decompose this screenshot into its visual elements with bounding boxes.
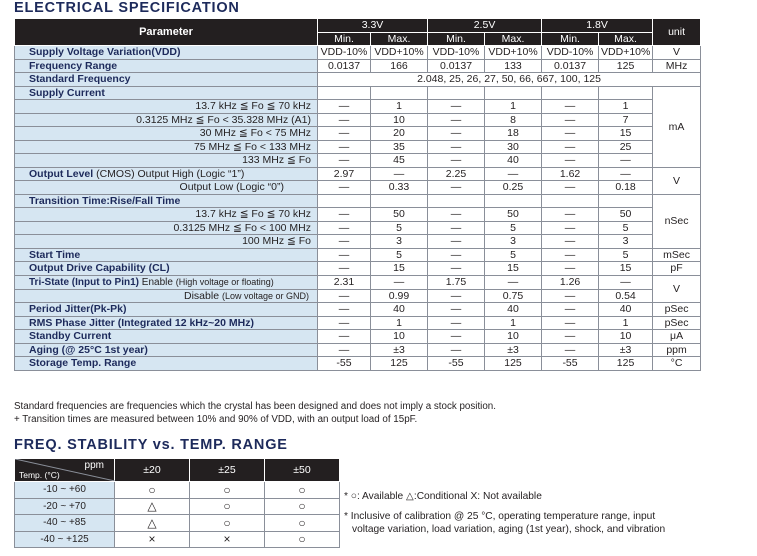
cell: -55 [542,357,599,371]
cell: 133 [485,59,542,73]
sub-label: Disable [184,289,220,302]
tri-state-label: Tri-State (Input to Pin1) [29,276,139,288]
header-max: Max. [371,32,428,46]
cell: — [428,221,485,235]
cell: — [542,262,599,276]
cell: — [318,127,371,141]
cell: — [542,235,599,249]
cell: 15 [599,127,653,141]
cell: — [318,181,371,195]
row-transition-header [15,194,701,208]
row-supply-voltage [15,46,701,60]
cell: 35 [371,140,428,154]
cell: — [599,167,653,181]
cell: — [485,167,542,181]
cell: — [318,316,371,330]
cell: 2.25 [428,167,485,181]
row-label: Standard Frequency [15,73,318,87]
row-rms-jitter [15,316,701,330]
cell: -55 [318,357,371,371]
cell: 25 [599,140,653,154]
footnote-standard-frequencies: Standard frequencies are frequencies which the crystal has been designed and does not imply a stock position. [14,401,496,412]
cell: VDD+10% [371,46,428,60]
header-min: Min. [542,32,599,46]
cell: VDD-10% [542,46,599,60]
cell: — [428,303,485,317]
row-storage-temp [15,357,701,371]
cell: — [542,181,599,195]
cell: — [542,208,599,222]
availability-mark: × [190,531,265,548]
row-standby-current [15,330,701,344]
unit-cell: MHz [653,59,701,73]
cell: — [542,343,599,357]
unit-cell: V [653,167,701,194]
row-output-low [15,181,701,195]
cell: — [318,235,371,249]
row-output-high [15,167,701,181]
temp-range: -40 ~ +85 [15,515,115,532]
cell: — [428,330,485,344]
stability-table [14,458,340,548]
row-label [15,167,318,181]
sub-label: 133 MHz ≦ Fo [15,154,318,168]
cell: 15 [599,262,653,276]
row-supply-current [15,127,701,141]
cell: 0.33 [371,181,428,195]
cell: 5 [371,248,428,262]
stability-row [15,515,340,532]
cell: -55 [428,357,485,371]
cell: ±3 [485,343,542,357]
cell: 15 [371,262,428,276]
sub-note: (High voltage or floating) [175,276,274,287]
row-label: Storage Temp. Range [15,357,318,371]
cell: VDD-10% [428,46,485,60]
row-frequency-range [15,59,701,73]
cell: 0.0137 [542,59,599,73]
row-label: Transition Time:Rise/Fall Time [15,194,318,208]
temp-range: -40 ~ +125 [15,531,115,548]
row-label [15,289,318,303]
row-period-jitter [15,303,701,317]
sub-label: 30 MHz ≦ Fo < 75 MHz [15,127,318,141]
temp-range: -20 ~ +70 [15,498,115,515]
section-title-stability: FREQ. STABILITY vs. TEMP. RANGE [14,437,288,453]
cell: 0.54 [599,289,653,303]
unit-cell: pSec [653,303,701,317]
cell: — [485,275,542,289]
availability-mark: △ [115,515,190,532]
cell: 40 [599,303,653,317]
unit-cell: V [653,46,701,60]
stability-row [15,498,340,515]
header-unit: unit [653,19,701,46]
cell: — [428,208,485,222]
cell: — [318,343,371,357]
row-transition [15,208,701,222]
cell: 0.25 [485,181,542,195]
cell: — [428,127,485,141]
cell: 7 [599,113,653,127]
row-label: RMS Phase Jitter (Integrated 12 kHz~20 MHz) [15,316,318,330]
availability-mark: △ [115,498,190,515]
cell: 18 [485,127,542,141]
cell: 1.26 [542,275,599,289]
cell: 10 [371,330,428,344]
cell: — [318,248,371,262]
unit-cell: pSec [653,316,701,330]
row-label: Period Jitter(Pk-Pk) [15,303,318,317]
cell: — [542,140,599,154]
cell: 50 [485,208,542,222]
cell: 1 [485,100,542,114]
cell: 8 [485,113,542,127]
cell: 1 [371,100,428,114]
header-max: Max. [485,32,542,46]
stability-legend: * ○: Available △:Conditional X: Not available [344,491,542,502]
cell: 1 [599,100,653,114]
cell: 5 [599,248,653,262]
cell: — [371,167,428,181]
availability-mark: ○ [115,482,190,499]
cell: 50 [599,208,653,222]
sub-label: 75 MHz ≦ Fo < 133 MHz [15,140,318,154]
cell: 40 [485,303,542,317]
corner-temp-label: Temp. (°C) [19,470,60,480]
cell: 20 [371,127,428,141]
row-transition [15,235,701,249]
sub-label: Enable [141,276,173,288]
stability-row [15,482,340,499]
output-level-suffix: (CMOS) [96,167,135,180]
cell: — [428,113,485,127]
sub-label: 13.7 kHz ≦ Fo ≦ 70 kHz [15,208,318,222]
cell: 1.62 [542,167,599,181]
sub-label: 0.3125 MHz ≦ Fo < 35.328 MHz (A1) [15,113,318,127]
row-transition [15,221,701,235]
stability-col-header: ±20 [115,459,190,482]
sub-note: (Low voltage or GND) [221,290,309,301]
cell: — [542,303,599,317]
cell: — [428,316,485,330]
availability-mark: × [115,531,190,548]
availability-mark: ○ [265,531,340,548]
cell: 5 [485,248,542,262]
sub-label: Output Low (Logic “0”) [15,181,318,195]
availability-mark: ○ [190,482,265,499]
cell: 5 [599,221,653,235]
cell: 0.18 [599,181,653,195]
sub-label: 13.7 kHz ≦ Fo ≦ 70 kHz [15,100,318,114]
header-min: Min. [428,32,485,46]
cell: 50 [371,208,428,222]
row-label: Supply Voltage Variation(VDD) [15,46,318,60]
cell: 125 [599,357,653,371]
cell: VDD+10% [599,46,653,60]
cell: — [599,275,653,289]
cell: — [428,248,485,262]
cell: 0.75 [485,289,542,303]
cell: 15 [485,262,542,276]
cell: — [542,127,599,141]
cell: 40 [485,154,542,168]
cell: 3 [371,235,428,249]
availability-mark: ○ [265,482,340,499]
cell: 45 [371,154,428,168]
row-label: Output Drive Capability (CL) [15,262,318,276]
cell: — [428,262,485,276]
cell: 0.99 [371,289,428,303]
cell: 0.0137 [428,59,485,73]
corner-ppm-label: ppm [84,460,104,471]
cell: — [542,113,599,127]
header-voltage: 3.3V [318,19,428,33]
stability-note-line2: voltage variation, load variation, aging (1st year), shock, and vibration [352,524,666,535]
row-standard-frequency [15,73,701,87]
cell: 3 [599,235,653,249]
availability-mark: ○ [190,515,265,532]
row-tri-state-enable [15,275,701,289]
footnote-transition-times: + Transition times are measured between 10% and 90% of VDD, with an output load of 15pF. [14,414,418,425]
stability-col-header: ±25 [190,459,265,482]
row-label: Supply Current [15,86,318,100]
row-label: Aging (@ 25°C 1st year) [15,343,318,357]
row-supply-current [15,140,701,154]
row-start-time [15,248,701,262]
row-supply-current [15,154,701,168]
cell: — [428,235,485,249]
unit-cell: nSec [653,194,701,248]
cell: — [318,113,371,127]
row-label: Standby Current [15,330,318,344]
row-supply-current [15,113,701,127]
cell: VDD+10% [485,46,542,60]
cell: — [599,154,653,168]
sub-label: 100 MHz ≦ Fo [15,235,318,249]
electrical-spec-table [14,18,701,371]
row-label: Frequency Range [15,59,318,73]
cell: — [318,221,371,235]
cell: 5 [371,221,428,235]
cell: — [542,154,599,168]
row-supply-current-header [15,86,701,100]
row-label: Start Time [15,248,318,262]
stability-col-header: ±50 [265,459,340,482]
unit-cell: mSec [653,248,701,262]
header-max: Max. [599,32,653,46]
sub-label: 0.3125 MHz ≦ Fo < 100 MHz [15,221,318,235]
cell: ±3 [599,343,653,357]
cell: — [428,154,485,168]
cell: 1 [371,316,428,330]
cell: 1 [485,316,542,330]
cell: 3 [485,235,542,249]
unit-cell: ppm [653,343,701,357]
standard-frequency-values: 2.048, 25, 26, 27, 50, 66, 667, 100, 125 [318,73,701,87]
cell: 10 [371,113,428,127]
unit-cell: V [653,275,701,303]
unit-cell: °C [653,357,701,371]
cell: — [318,208,371,222]
row-aging [15,343,701,357]
availability-mark: ○ [190,498,265,515]
availability-mark: ○ [265,498,340,515]
cell: — [318,289,371,303]
cell: — [371,275,428,289]
cell: — [542,221,599,235]
cell: — [318,154,371,168]
cell: — [542,248,599,262]
cell: — [542,316,599,330]
cell: — [542,100,599,114]
cell: — [318,140,371,154]
stability-note-line1: * Inclusive of calibration @ 25 °C, operating temperature range, input [344,511,656,522]
cell: — [428,100,485,114]
cell: 125 [599,59,653,73]
cell: — [318,303,371,317]
unit-cell: μA [653,330,701,344]
cell: — [428,140,485,154]
cell: — [428,289,485,303]
cell: — [318,100,371,114]
cell: 10 [599,330,653,344]
cell: 10 [485,330,542,344]
output-level-label: Output Level [29,167,94,180]
cell: ±3 [371,343,428,357]
cell: 125 [371,357,428,371]
stability-row [15,531,340,548]
cell: — [318,262,371,276]
cell: — [318,330,371,344]
header-voltage: 2.5V [428,19,542,33]
cell: — [428,343,485,357]
section-title-electrical: ELECTRICAL SPECIFICATION [14,0,240,16]
header-parameter: Parameter [15,19,318,46]
cell: 2.97 [318,167,371,181]
cell: — [542,330,599,344]
header-voltage: 1.8V [542,19,653,33]
cell: 166 [371,59,428,73]
cell: 1 [599,316,653,330]
unit-cell: pF [653,262,701,276]
availability-mark: ○ [265,515,340,532]
sub-label: Output High (Logic “1”) [137,167,245,180]
header-min: Min. [318,32,371,46]
row-output-drive [15,262,701,276]
row-tri-state-disable [15,289,701,303]
cell: 1.75 [428,275,485,289]
stability-corner-cell [15,459,115,482]
cell: VDD-10% [318,46,371,60]
cell: 5 [485,221,542,235]
cell: 2.31 [318,275,371,289]
cell: 125 [485,357,542,371]
unit-cell: mA [653,86,701,167]
cell: 30 [485,140,542,154]
cell: 0.0137 [318,59,371,73]
row-label [15,275,318,289]
cell: — [542,289,599,303]
temp-range: -10 ~ +60 [15,482,115,499]
cell: 40 [371,303,428,317]
cell: — [428,181,485,195]
row-supply-current [15,100,701,114]
